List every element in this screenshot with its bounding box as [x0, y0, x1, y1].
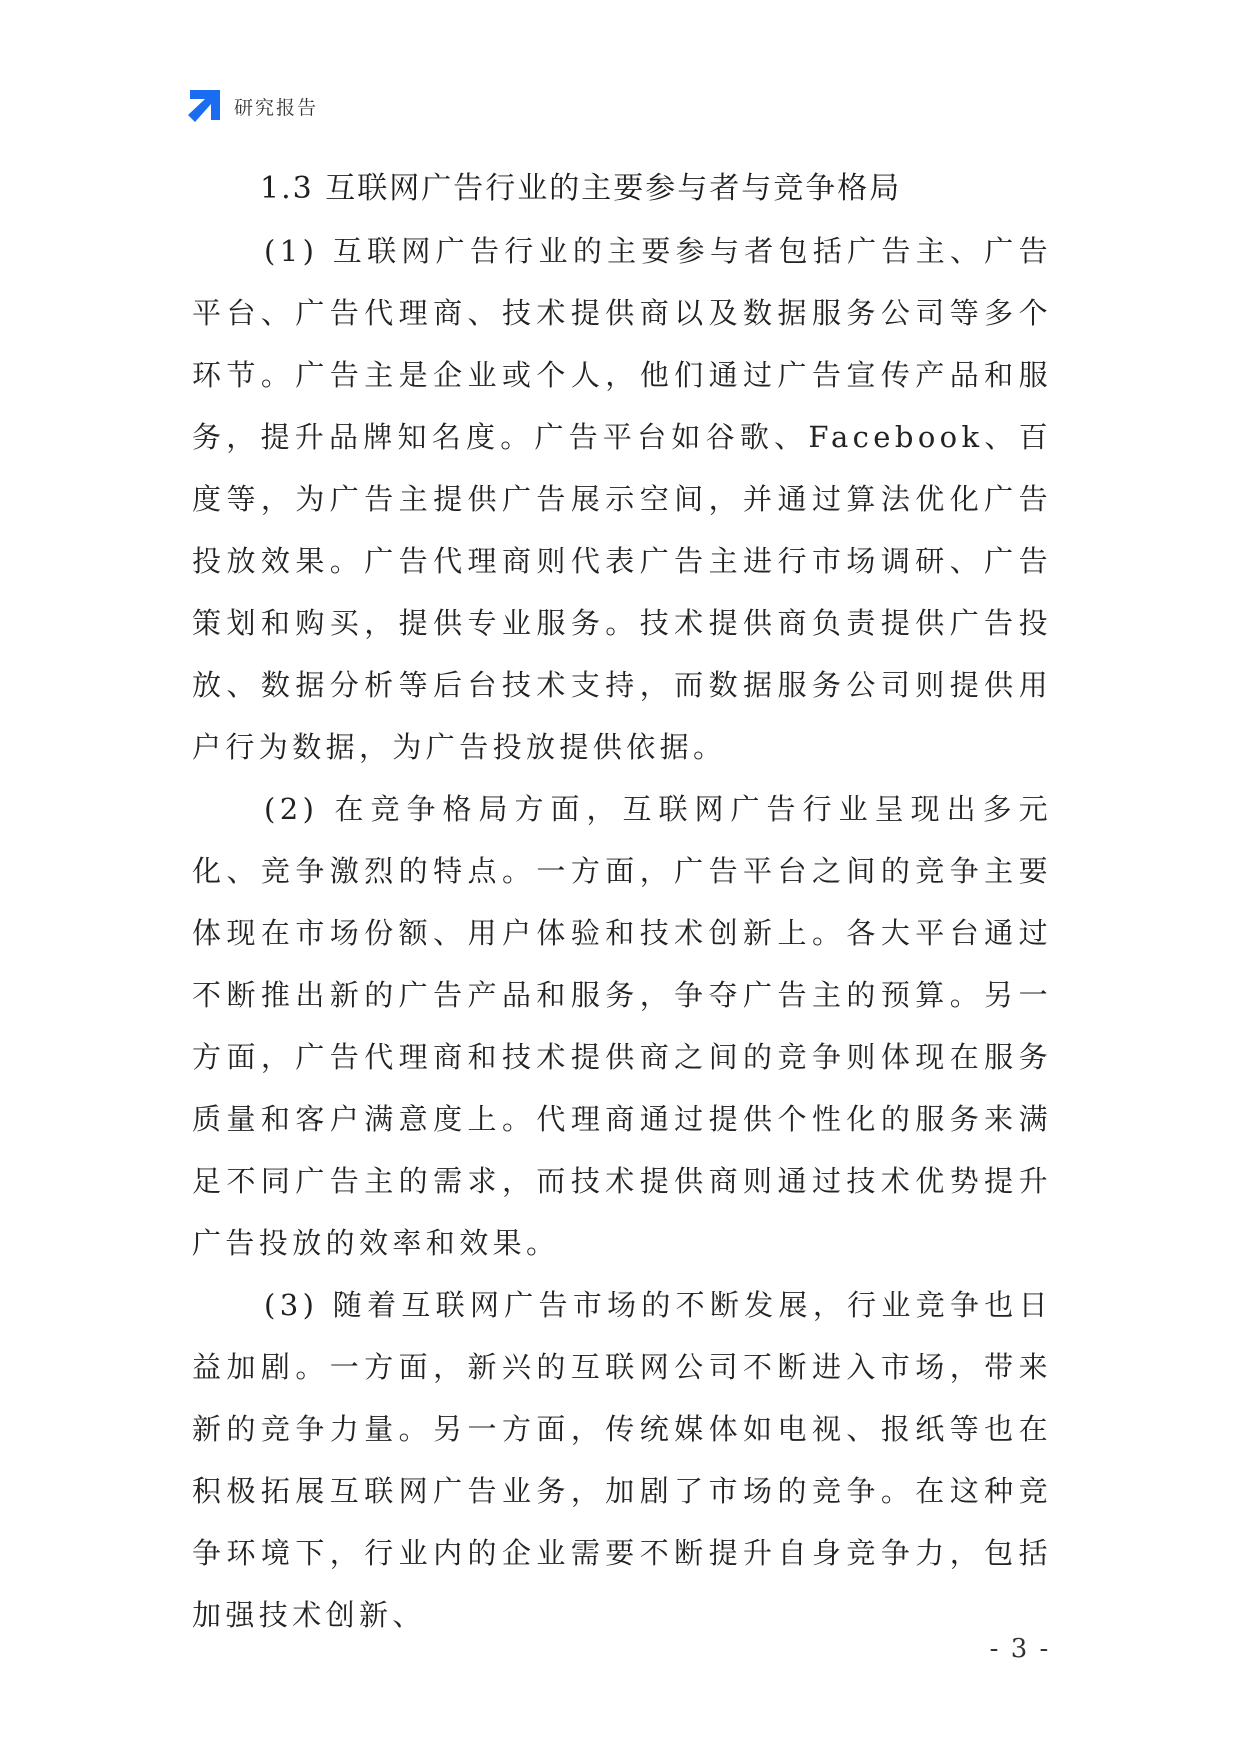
- paragraph-2: (2) 在竞争格局方面，互联网广告行业呈现出多元化、竞争激烈的特点。一方面，广告平台之间的竞争主要体现在市场份额、用户体验和技术创新上。各大平台通过不断推出新的广告产品和服务，争夺广告主的预算。另一方面，广告代理商和技术提供商之间的竞争则体现在服务质量和客户满意度上。代理商通过提供个性化的服务来满足不同广告主的需求，而技术提供商则通过技术优势提升广告投放的效率和效果。: [192, 792, 1052, 1260]
- section-heading: 1.3 互联网广告行业的主要参与者与竞争格局: [260, 171, 902, 206]
- paragraph-1: (1) 互联网广告行业的主要参与者包括广告主、广告平台、广告代理商、技术提供商以及数据服务公司等多个环节。广告主是企业或个人，他们通过广告宣传产品和服务，提升品牌知名度。广告平台如谷歌、Facebook、百度等，为广告主提供广告展示空间，并通过算法优化广告投放效果。广告代理商则代表广告主进行市场调研、广告策划和购买，提供专业服务。技术提供商负责提供广告投放、数据分析等后台技术支持，而数据服务公司则提供用户行为数据，为广告投放提供依据。: [192, 234, 1052, 764]
- page-header: [186, 88, 318, 124]
- paragraph-3: (3) 随着互联网广告市场的不断发展，行业竞争也日益加剧。一方面，新兴的互联网公司不断进入市场，带来新的竞争力量。另一方面，传统媒体如电视、报纸等也在积极拓展互联网广告业务，加剧了市场的竞争。在这种竞争环境下，行业内的企业需要不断提升自身竞争力，包括加强技术创新、: [192, 1288, 1052, 1632]
- document-body: [192, 158, 1052, 1646]
- arrow-logo-icon: [186, 88, 222, 124]
- page-number: - 3 -: [989, 1634, 1051, 1664]
- header-label: 研究报告: [234, 96, 319, 119]
